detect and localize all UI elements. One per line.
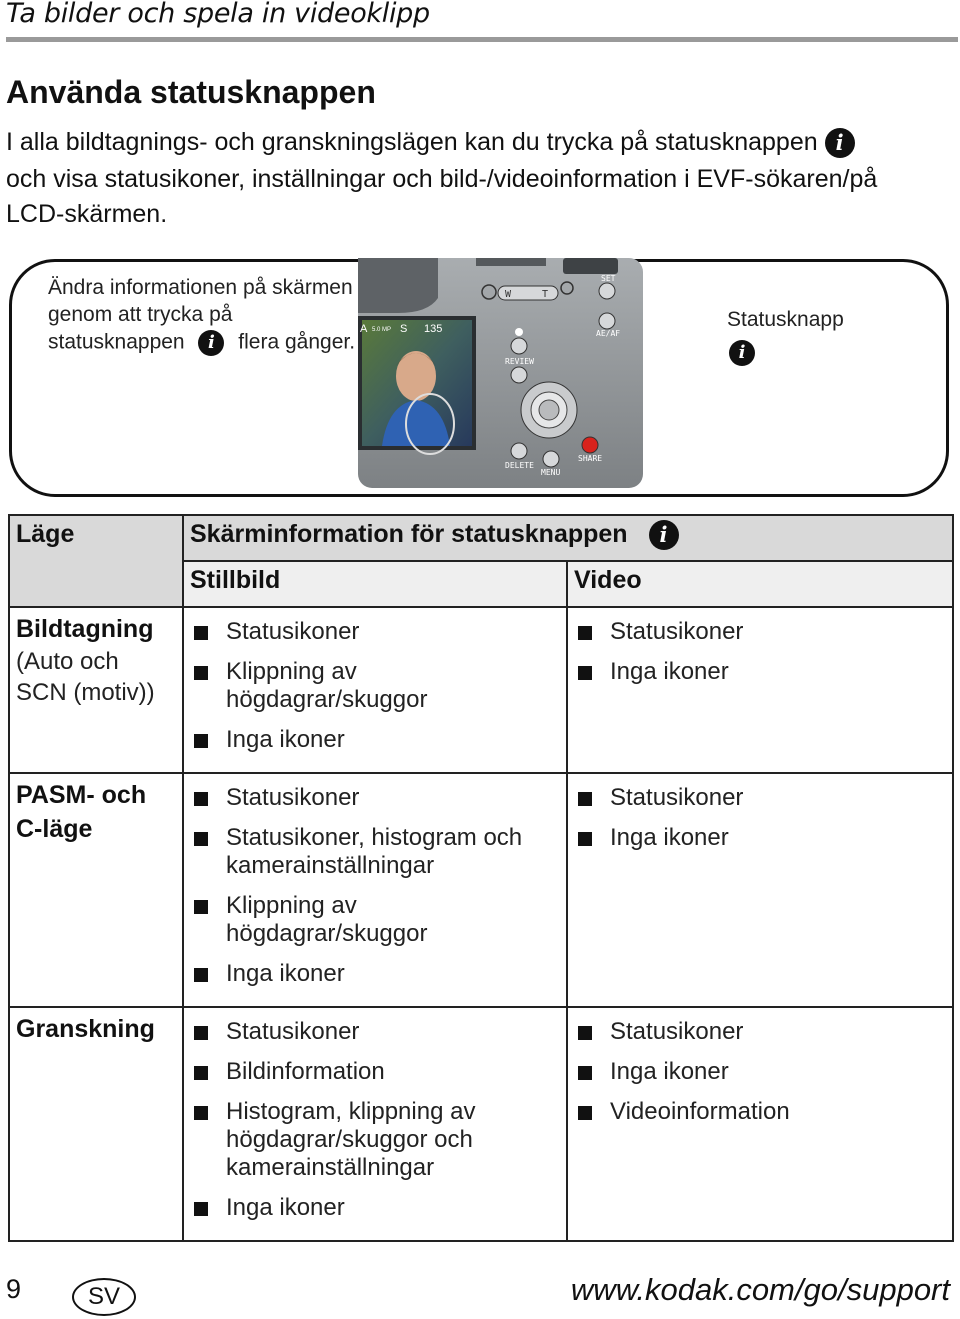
mode-cell <box>9 607 183 773</box>
info-icon: i <box>649 520 679 550</box>
mode-note: (Auto och SCN (motiv)) <box>16 648 155 706</box>
camera-back-illustration <box>358 258 643 488</box>
svg-text:SET: SET <box>601 274 616 283</box>
review-button <box>511 367 527 383</box>
status-info-table <box>8 514 954 1242</box>
page-number: 9 <box>6 1274 22 1304</box>
viewfinder <box>358 258 438 313</box>
list-item: Inga ikoner <box>574 824 946 852</box>
lcd-count: 135 <box>424 323 443 335</box>
list-item: Statusikoner <box>190 784 560 812</box>
share-button <box>582 437 598 453</box>
header-rule <box>6 37 958 42</box>
status-button-info-icon <box>729 340 755 366</box>
still-list <box>184 774 566 1006</box>
list-item: Inga ikoner <box>574 1058 946 1086</box>
figure-caption-2: genom att trycka på <box>48 303 233 326</box>
set-button <box>599 283 615 299</box>
status-info-mark <box>515 328 523 336</box>
svg-text:W: W <box>505 289 512 300</box>
lcd-mp: 5.0 MP <box>372 327 392 333</box>
video-cell <box>567 1007 953 1241</box>
column-header-mode: Läge <box>9 515 183 607</box>
video-cell <box>567 773 953 1007</box>
intro-line-1: I alla bildtagnings- och granskningslägen kan du trycka på statusknappen i <box>6 128 855 158</box>
list-item: Statusikoner, histogram och kamerainställningar <box>190 824 560 880</box>
figure-caption-1: Ändra informationen på skärmen <box>48 276 353 299</box>
list-item: Inga ikoner <box>574 658 946 686</box>
svg-text:REVIEW: REVIEW <box>505 357 534 366</box>
subheader-video: Video <box>567 561 953 607</box>
subheader-still: Stillbild <box>183 561 567 607</box>
svg-text:T: T <box>542 289 549 300</box>
still-list <box>184 1008 566 1240</box>
list-item: Inga ikoner <box>190 1194 560 1222</box>
info-icon: i <box>198 330 224 356</box>
mode-cell <box>9 1007 183 1241</box>
status-button-label: Statusknapp <box>727 308 844 331</box>
list-item: Videoinformation <box>574 1098 946 1126</box>
mode-cell <box>9 773 183 1007</box>
svg-text:MENU: MENU <box>541 468 561 477</box>
video-cell <box>567 607 953 773</box>
list-item: Statusikoner <box>190 1018 560 1046</box>
mode-name: PASM- och C-läge <box>16 781 147 843</box>
table-row <box>9 1007 953 1241</box>
delete-button <box>511 443 527 459</box>
menu-button <box>543 451 559 467</box>
intro-line-2: och visa statusikoner, inställningar och bild-/videoinformation i EVF-sökaren/på <box>6 165 878 193</box>
info-icon: i <box>729 340 755 366</box>
list-item: Inga ikoner <box>190 726 560 754</box>
list-item: Bildinformation <box>190 1058 560 1086</box>
list-item: Inga ikoner <box>190 960 560 988</box>
list-item: Statusikoner <box>574 1018 946 1046</box>
mode-dial <box>563 258 618 274</box>
ok-button <box>539 400 559 420</box>
svg-text:SHARE: SHARE <box>578 454 603 463</box>
still-list <box>184 608 566 772</box>
running-header: Ta bilder och spela in videoklipp <box>6 0 430 29</box>
video-list <box>568 608 952 704</box>
section-title: Använda statusknappen <box>6 74 376 110</box>
list-item: Klippning av högdagrar/skuggor <box>190 658 560 714</box>
table-row <box>9 607 953 773</box>
mode-name: Bildtagning <box>16 615 154 643</box>
list-item: Statusikoner <box>190 618 560 646</box>
svg-text:AE/AF: AE/AF <box>596 329 621 338</box>
status-button <box>511 338 527 354</box>
lcd-mode: A <box>360 323 368 335</box>
still-cell <box>183 1007 567 1241</box>
figure-caption-3: statusknappen i flera gånger. <box>48 330 355 356</box>
aeaf-button <box>599 313 615 329</box>
list-item: Statusikoner <box>574 618 946 646</box>
lcd-quality: S <box>400 323 408 335</box>
still-cell <box>183 607 567 773</box>
table-body <box>9 607 953 1241</box>
video-list <box>568 1008 952 1144</box>
table-row <box>9 773 953 1007</box>
video-list <box>568 774 952 870</box>
info-icon: i <box>825 128 855 158</box>
language-badge: SV <box>72 1278 136 1316</box>
support-url: www.kodak.com/go/support <box>570 1272 950 1307</box>
still-cell <box>183 773 567 1007</box>
intro-line-3: LCD-skärmen. <box>6 200 168 228</box>
mode-name: Granskning <box>16 1015 155 1043</box>
list-item: Histogram, klippning av högdagrar/skuggor och kamerainställningar <box>190 1098 560 1182</box>
list-item: Statusikoner <box>574 784 946 812</box>
column-header-info: Skärminformation för statusknappen i <box>183 515 953 561</box>
list-item: Klippning av högdagrar/skuggor <box>190 892 560 948</box>
svg-text:DELETE: DELETE <box>505 461 534 470</box>
